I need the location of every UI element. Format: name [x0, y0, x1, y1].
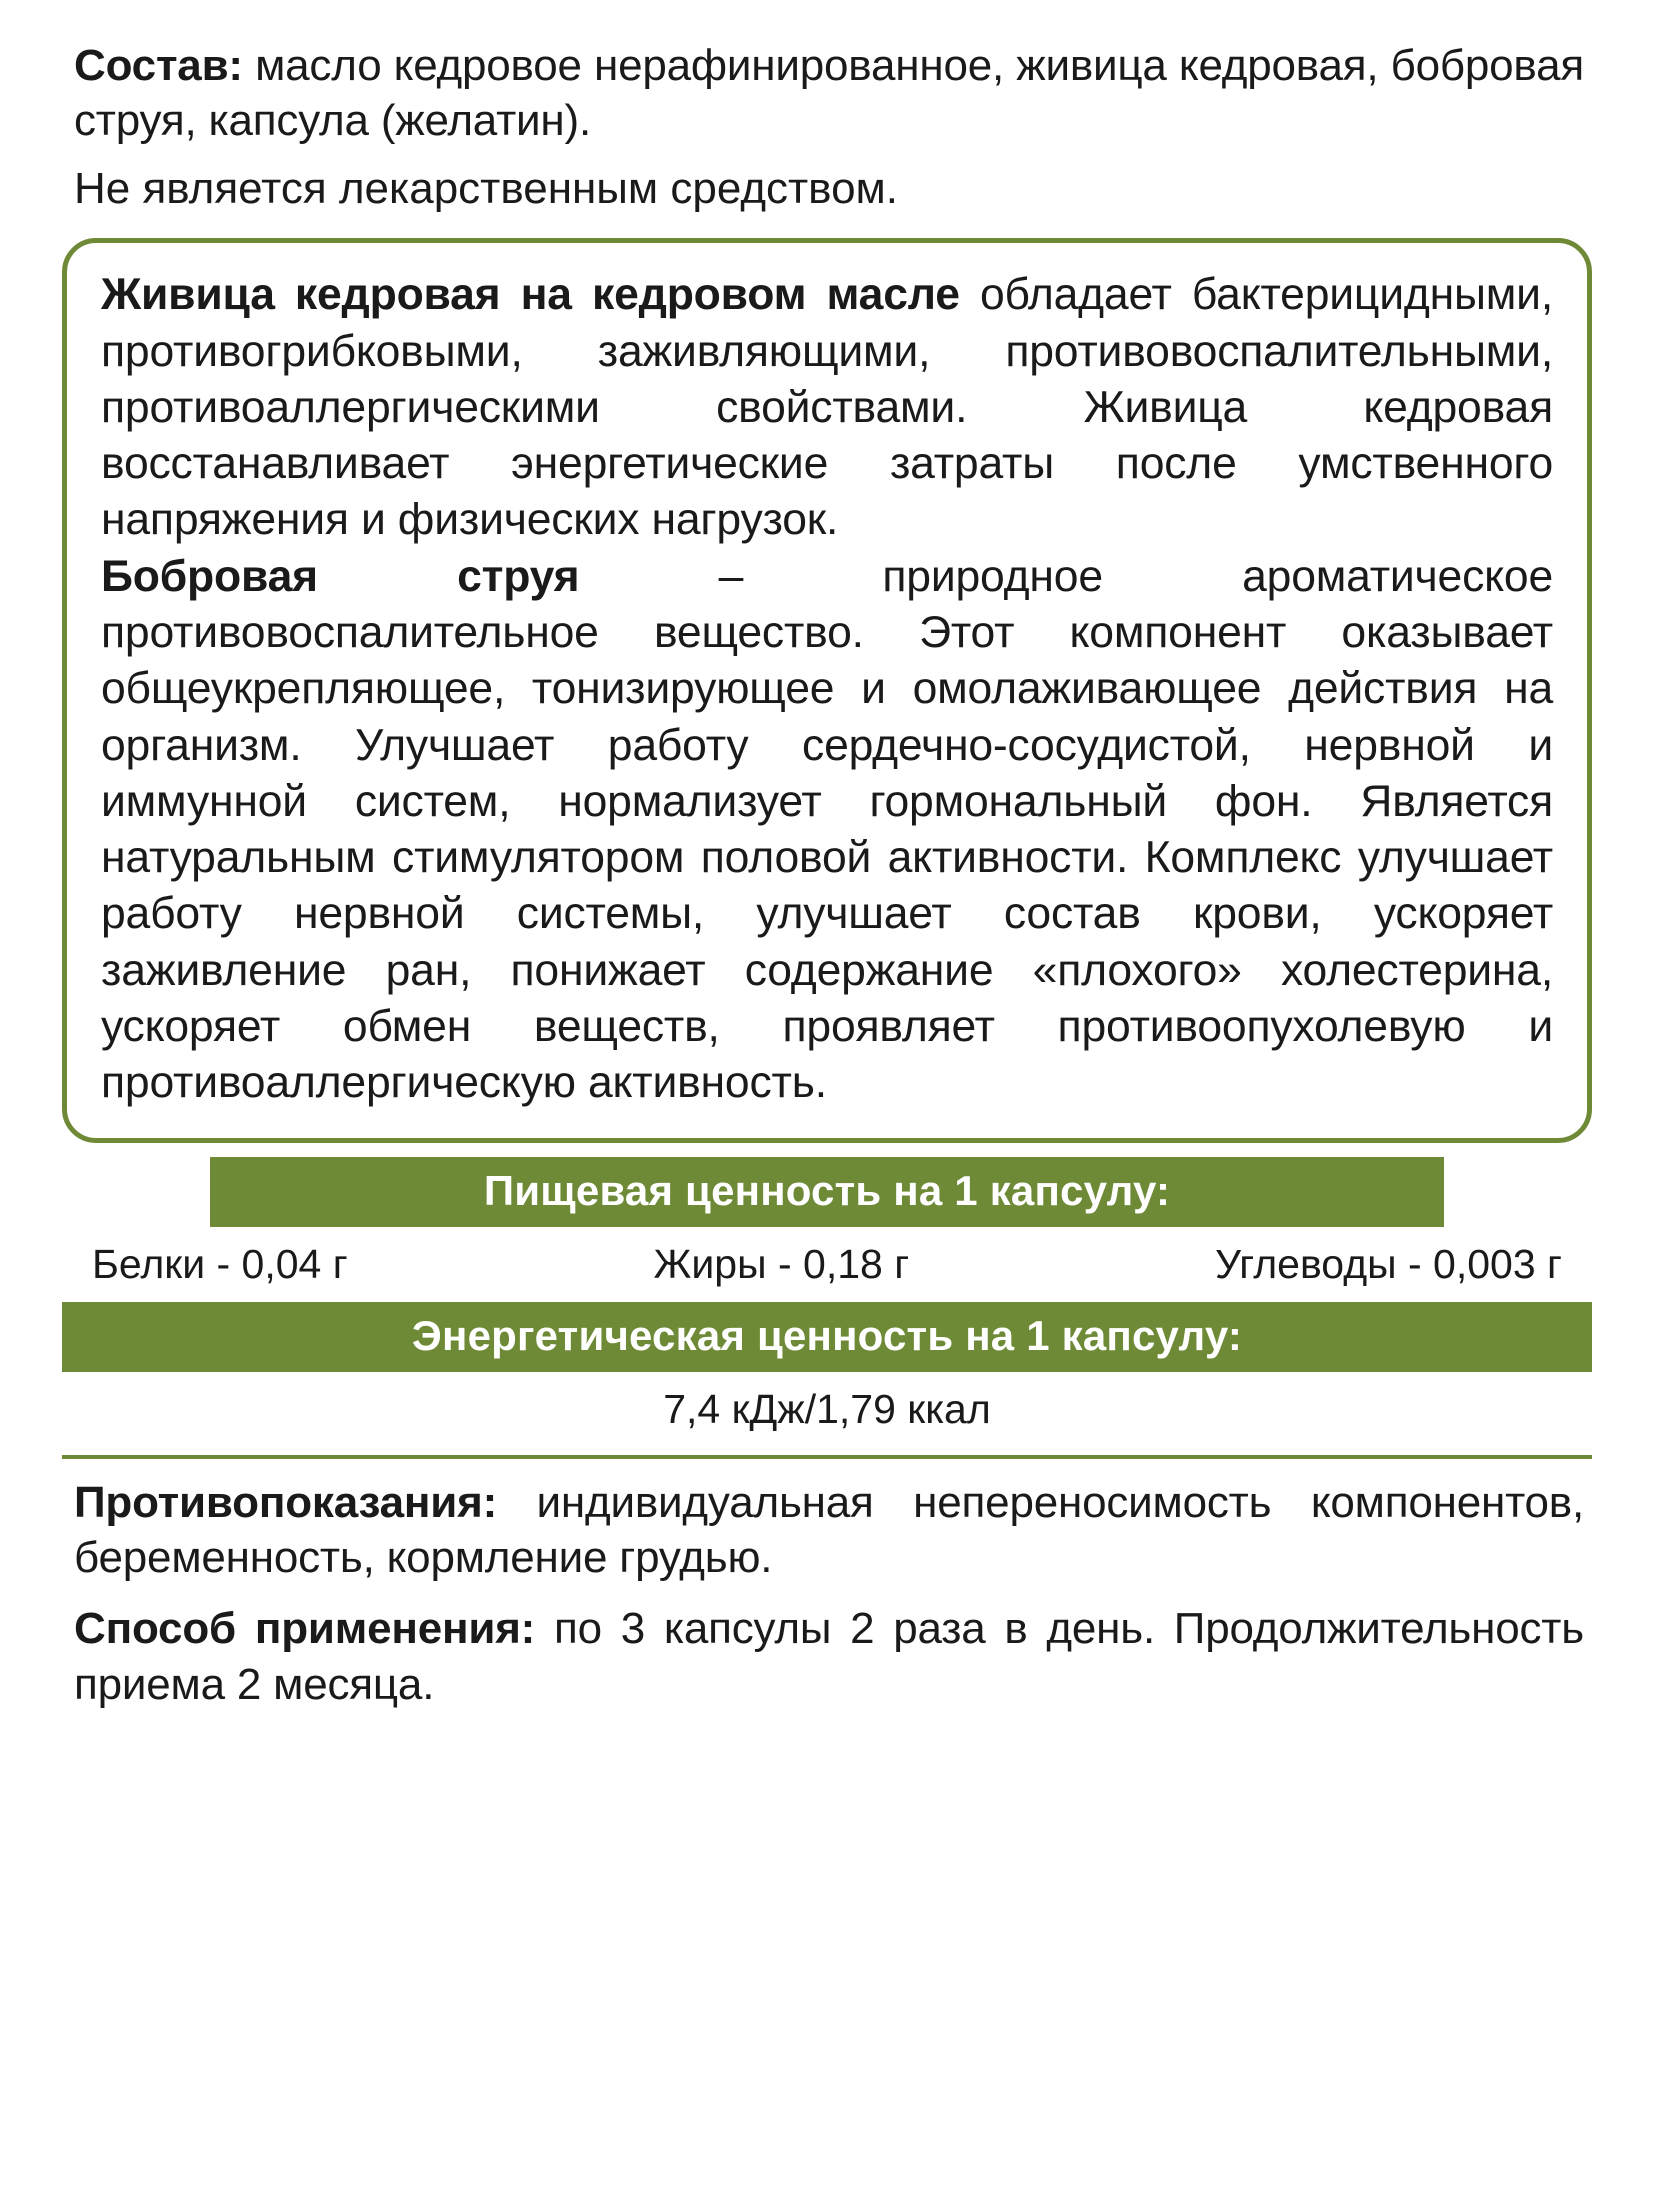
usage-text: по 3 капсулы 2 раза в день. Продолжительность приема 2 месяца.: [74, 1604, 1584, 1709]
resin-paragraph: [101, 267, 1553, 548]
nutrition-table: [60, 1157, 1594, 1449]
description-frame: [62, 238, 1592, 1142]
energy-header: Энергетическая ценность на 1 капсулу:: [62, 1302, 1592, 1372]
divider: [62, 1455, 1592, 1459]
energy-value: 7,4 кДж/1,79 ккал: [663, 1385, 991, 1432]
nutrition-protein: Белки - 0,04 г: [92, 1240, 348, 1287]
contraindications-paragraph: [74, 1475, 1584, 1586]
composition-block: [74, 38, 1584, 216]
nutrition-values-row: [62, 1227, 1592, 1302]
nutrition-fat: Жиры - 0,18 г: [653, 1240, 910, 1287]
contraindications-label: Противопоказания:: [74, 1477, 498, 1527]
resin-label: Живица кедровая на кедровом масле: [101, 270, 960, 320]
composition-paragraph: [74, 38, 1584, 149]
nutrition-header: Пищевая ценность на 1 капсулу:: [210, 1157, 1444, 1227]
resin-text: обладает бактерицидными, противогрибковыми, заживляющими, противовоспалительными, противоаллергическими свойствами. Живица кедровая восстанавливает энергетические затраты после умственного напряжения и физических нагрузок.: [101, 270, 1553, 545]
contraindications-text: индивидуальная непереносимость компонентов, беременность, кормление грудью.: [74, 1477, 1584, 1582]
usage-paragraph: [74, 1601, 1584, 1712]
nutrition-carbs: Углеводы - 0,003 г: [1215, 1240, 1562, 1287]
castoreum-text: – природное ароматическое противовоспалительное вещество. Этот компонент оказывает общеукрепляющее, тонизирующее и омолаживающее действия на организм. Улучшает работу сердечно-сосудистой, нервной и иммунной систем, нормализует гормональный фон. Является натуральным стимулятором половой активности. Комплекс улучшает работу нервной системы, улучшает состав крови, ускоряет заживление ран, понижает содержание «плохого» холестерина, ускоряет обмен веществ, проявляет противоопухолевую и противоаллергическую активность.: [101, 551, 1553, 1108]
instructions-block: [74, 1475, 1584, 1713]
composition-label: Состав:: [74, 41, 243, 90]
composition-text: масло кедровое нерафинированное, живица кедровая, бобровая струя, капсула (желатин).: [74, 41, 1584, 146]
not-medicine-note: Не является лекарственным средством.: [74, 163, 899, 213]
castoreum-paragraph: [101, 549, 1553, 1112]
usage-label: Способ применения:: [74, 1604, 536, 1654]
castoreum-label: Бобровая струя: [101, 551, 580, 601]
